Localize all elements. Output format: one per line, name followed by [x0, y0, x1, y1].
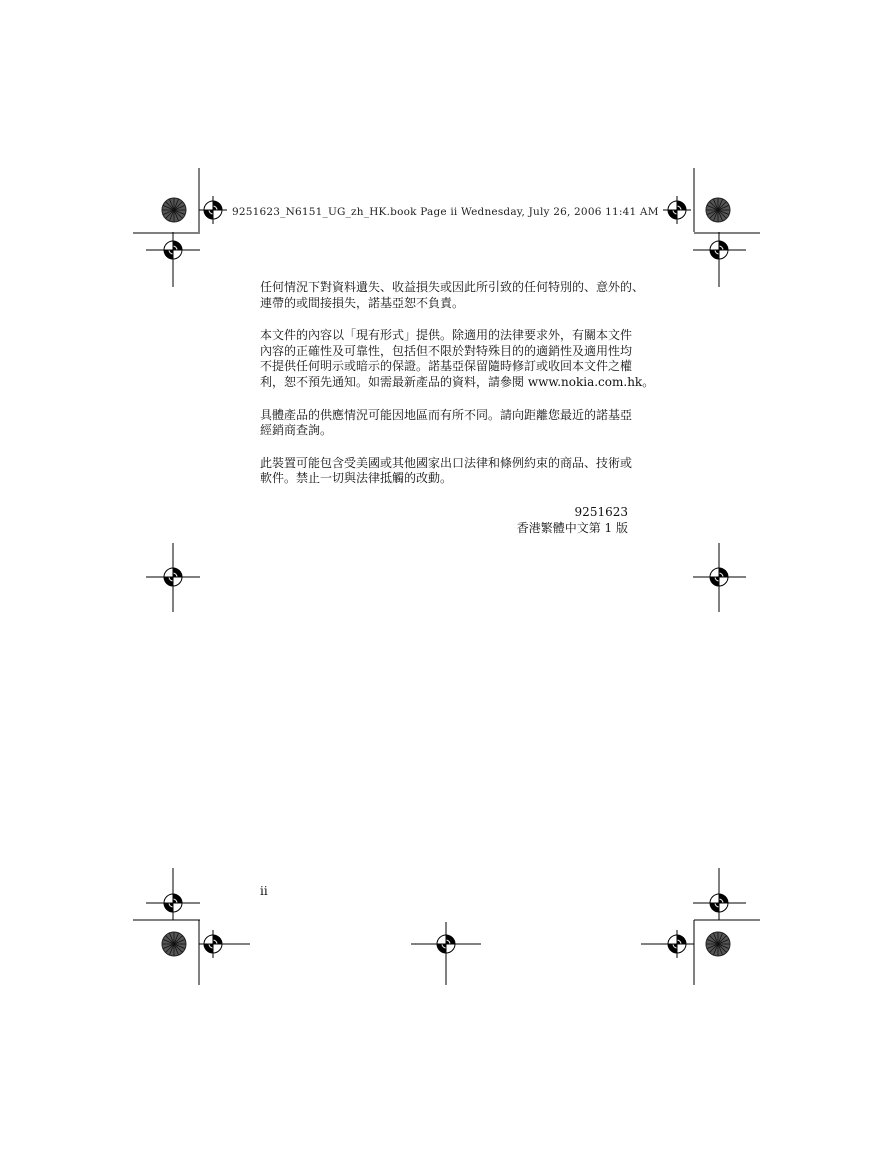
starburst-registration-icon — [162, 198, 186, 222]
starburst-registration-icon — [706, 198, 730, 222]
paragraph-liability — [260, 280, 645, 311]
paragraph-availability — [260, 407, 633, 439]
paragraph-line: 軟件。禁止一切與法律抵觸的改動。 — [260, 471, 453, 486]
paragraph-line: 具體產品的供應情況可能因地區而有所不同。請向距離您最近的諾基亞 — [260, 407, 633, 422]
paragraph-line: 連帶的或間接損失，諾基亞恕不負責。 — [260, 295, 465, 310]
page-number: ii — [260, 884, 268, 898]
paragraph-export — [260, 455, 633, 487]
crosshair-registration-icon — [663, 196, 691, 224]
document-code: 9251623 — [574, 504, 628, 519]
document-edition: 香港繁體中文第 1 版 — [516, 520, 628, 535]
print-header: 9251623_N6151_UG_zh_HK.book Page ii Wednesday, July 26, 2006 11:41 AM — [232, 206, 659, 218]
paragraph-line: 此裝置可能包含受美國或其他國家出口法律和條例約束的商品、技術或 — [260, 455, 633, 470]
paragraph-as-is — [260, 328, 655, 390]
paragraph-line: 不提供任何明示或暗示的保證。諾基亞保留隨時修訂或收回本文件之權 — [260, 359, 633, 374]
paragraph-line: 經銷商查詢。 — [260, 423, 333, 438]
document-info — [260, 504, 628, 536]
paragraph-line: 利，恕不預先通知。如需最新產品的資料，請參閱 www.nokia.com.hk。 — [260, 374, 655, 389]
starburst-registration-icon — [162, 932, 186, 956]
paragraph-line: 本文件的內容以「現有形式」提供。除適用的法律要求外，有關本文件 — [260, 328, 633, 343]
crosshair-registration-icon — [199, 196, 227, 224]
paragraph-line: 任何情況下對資料遺失、收益損失或因此所引致的任何特別的、意外的、 — [260, 280, 645, 294]
starburst-registration-icon — [706, 932, 730, 956]
paragraph-line: 內容的正確性及可靠性，包括但不限於對特殊目的的適銷性及適用性均 — [260, 343, 633, 358]
body-content — [260, 280, 655, 536]
